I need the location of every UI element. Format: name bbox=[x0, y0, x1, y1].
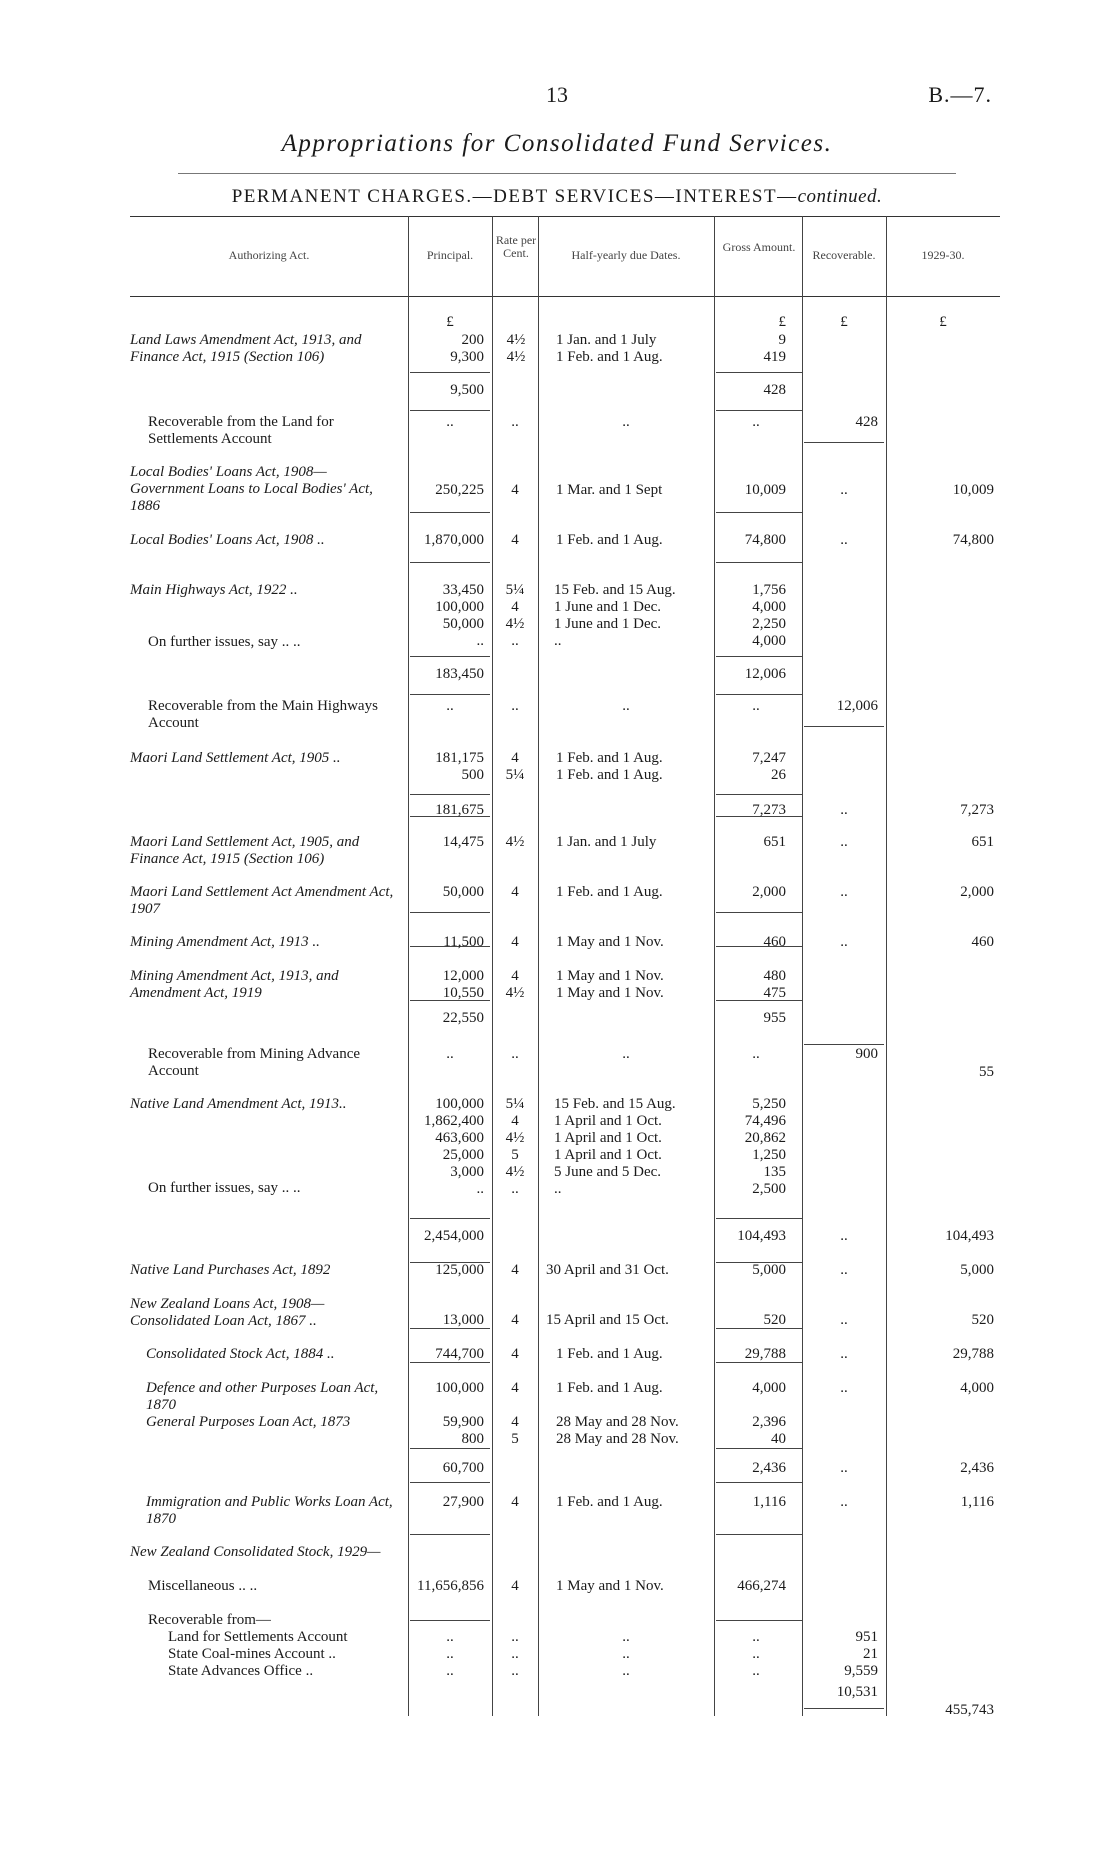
subtotal-rule bbox=[410, 912, 490, 913]
row-recoverable: .. bbox=[840, 532, 848, 548]
row-act: Recoverable from— bbox=[148, 1612, 271, 1628]
row-act: Main Highways Act, 1922 .. bbox=[130, 582, 298, 598]
row-dates: .. .. .. bbox=[622, 1629, 630, 1679]
row-recoverable: 428 bbox=[855, 414, 878, 430]
row-principal: 11,656,856 bbox=[417, 1578, 484, 1594]
row-principal: 14,475 bbox=[442, 834, 484, 850]
row-year: 74,800 bbox=[952, 532, 994, 548]
row-principal: 250,225 bbox=[435, 482, 484, 498]
row-principal: 181,675 bbox=[435, 802, 484, 818]
row-gross: 520 bbox=[763, 1312, 786, 1328]
row-act: Defence and other Purposes Loan Act, 1870 bbox=[146, 1380, 379, 1413]
row-principal: 11,500 bbox=[443, 934, 484, 950]
row-principal: 59,900 800 bbox=[442, 1414, 484, 1447]
unit-gross: £ bbox=[778, 314, 786, 330]
row-gross: 10,009 bbox=[744, 482, 786, 498]
row-year: 520 bbox=[971, 1312, 994, 1328]
row-principal: 100,000 bbox=[435, 1380, 484, 1396]
col-divider-principal bbox=[408, 216, 409, 1716]
subtotal-rule bbox=[410, 562, 490, 563]
row-principal: .. bbox=[446, 414, 454, 430]
row-recoverable: .. bbox=[840, 802, 848, 818]
row-act: Consolidated Stock Act, 1884 .. bbox=[146, 1346, 335, 1362]
row-recoverable: .. bbox=[840, 1262, 848, 1278]
row-recoverable: .. bbox=[840, 934, 848, 950]
row-act: Recoverable from Mining Advance Account bbox=[148, 1046, 361, 1079]
row-year: 4,000 bbox=[960, 1380, 994, 1396]
row-act: Recoverable from the Land for Settlements Account bbox=[148, 414, 334, 447]
row-gross: 104,493 bbox=[737, 1228, 786, 1244]
row-rate: .. .. .. bbox=[511, 1629, 519, 1679]
subtotal-rule bbox=[804, 726, 884, 727]
subtotal-rule bbox=[716, 562, 802, 563]
row-gross: 428 bbox=[763, 382, 786, 398]
section-subtitle bbox=[0, 186, 1114, 208]
row-principal: 1,870,000 bbox=[424, 532, 484, 548]
row-act: Native Land Amendment Act, 1913.. bbox=[130, 1096, 347, 1112]
row-gross: 2,436 bbox=[752, 1460, 786, 1476]
row-gross: 460 bbox=[763, 934, 786, 950]
subtotal-rule bbox=[716, 1448, 802, 1449]
row-rate: 4 4½ bbox=[505, 968, 525, 1001]
row-dates: 1 Feb. and 1 Aug. bbox=[556, 532, 663, 548]
row-dates: 15 Feb. and 15 Aug. 1 June and 1 Dec. 1 June and 1 Dec. .. bbox=[554, 582, 676, 649]
column-header-dates: Half-yearly due Dates. bbox=[571, 248, 681, 262]
row-dates: 1 Feb. and 1 Aug. bbox=[556, 1380, 663, 1396]
subtotal-rule bbox=[716, 372, 802, 373]
row-rate: .. bbox=[511, 414, 519, 430]
column-header-act: Authorizing Act. bbox=[228, 248, 310, 262]
row-recoverable: .. bbox=[840, 834, 848, 850]
row-rate: .. bbox=[511, 1046, 519, 1062]
subtotal-rule bbox=[410, 410, 490, 411]
row-gross: 4,000 bbox=[752, 1380, 786, 1396]
row-dates: 1 Feb. and 1 Aug. bbox=[556, 884, 663, 900]
total-recoverable: 10,531 bbox=[836, 1684, 878, 1700]
row-recoverable: .. bbox=[840, 1312, 848, 1328]
unit-year: £ bbox=[939, 314, 947, 330]
row-act: Local Bodies' Loans Act, 1908 .. bbox=[130, 532, 325, 548]
row-rate: 5¼ 4 4½ 5 4½ .. bbox=[505, 1096, 525, 1197]
row-recoverable: .. bbox=[840, 1380, 848, 1396]
row-note: On further issues, say .. .. bbox=[148, 1180, 301, 1196]
row-year: 1,116 bbox=[960, 1494, 994, 1510]
row-dates: .. bbox=[622, 698, 630, 714]
row-dates: 1 Jan. and 1 July 1 Feb. and 1 Aug. bbox=[556, 332, 663, 365]
row-act: General Purposes Loan Act, 1873 bbox=[146, 1414, 351, 1430]
column-header-principal: Principal. bbox=[426, 248, 474, 262]
subtotal-rule bbox=[716, 512, 802, 513]
row-recoverable: 951 21 9,559 bbox=[844, 1629, 878, 1679]
row-dates: 1 May and 1 Nov. bbox=[556, 1578, 664, 1594]
row-year: 7,273 bbox=[960, 802, 994, 818]
row-rate: 4 bbox=[511, 1578, 519, 1594]
col-divider-rate bbox=[492, 216, 493, 1716]
row-rate: .. bbox=[511, 698, 519, 714]
table-header-rule bbox=[130, 296, 1000, 297]
col-divider-dates bbox=[538, 216, 539, 1716]
column-header-year: 1929-30. bbox=[921, 248, 965, 262]
row-year: 460 bbox=[971, 934, 994, 950]
row-principal: 2,454,000 bbox=[424, 1228, 484, 1244]
row-principal: 181,175 500 bbox=[435, 750, 484, 783]
col-divider-recoverable bbox=[802, 216, 803, 1716]
row-rate: 4 bbox=[511, 934, 519, 950]
row-dates: 1 May and 1 Nov. bbox=[556, 934, 664, 950]
column-header-recoverable: Recoverable. bbox=[812, 248, 876, 262]
row-principal: 183,450 bbox=[435, 666, 484, 682]
row-gross: 651 bbox=[763, 834, 786, 850]
row-gross: 74,800 bbox=[744, 532, 786, 548]
row-recoverable: 900 bbox=[855, 1046, 878, 1062]
row-act: Mining Amendment Act, 1913, and Amendment Act, 1919 bbox=[130, 968, 339, 1001]
row-gross: 2,000 bbox=[752, 884, 786, 900]
row-dates: 1 May and 1 Nov. 1 May and 1 Nov. bbox=[556, 968, 664, 1001]
row-act: New Zealand Consolidated Stock, 1929— bbox=[130, 1544, 381, 1560]
row-gross: 7,273 bbox=[752, 802, 786, 818]
row-principal: 50,000 bbox=[442, 884, 484, 900]
row-gross: 5,000 bbox=[752, 1262, 786, 1278]
row-principal: 125,000 bbox=[435, 1262, 484, 1278]
row-gross: 466,274 bbox=[737, 1578, 786, 1594]
row-gross: 1,756 4,000 2,250 4,000 bbox=[752, 582, 786, 649]
row-dates: 15 April and 15 Oct. bbox=[546, 1312, 669, 1328]
subtotal-rule bbox=[410, 1448, 490, 1449]
row-recoverable: .. bbox=[840, 1228, 848, 1244]
subtotal-rule bbox=[804, 1044, 884, 1045]
row-gross: .. bbox=[752, 698, 760, 714]
row-note: Land for Settlements Account State Coal-mines Account .. State Advances Office .. bbox=[168, 1629, 348, 1679]
row-gross: 29,788 bbox=[744, 1346, 786, 1362]
row-principal: 33,450 100,000 50,000 .. bbox=[435, 582, 484, 649]
row-rate: 4½ 4½ bbox=[506, 332, 526, 365]
row-principal: .. bbox=[446, 698, 454, 714]
row-principal: 9,500 bbox=[450, 382, 484, 398]
subtotal-rule bbox=[716, 410, 802, 411]
row-year: 29,788 bbox=[952, 1346, 994, 1362]
row-gross: 12,006 bbox=[744, 666, 786, 682]
unit-principal: £ bbox=[446, 314, 454, 330]
subtotal-rule bbox=[716, 656, 802, 657]
subtotal-rule bbox=[804, 442, 884, 443]
row-year: 104,493 bbox=[945, 1228, 994, 1244]
subtotal-rule bbox=[410, 694, 490, 695]
row-rate: 4 bbox=[511, 1494, 519, 1510]
row-dates: .. bbox=[622, 1046, 630, 1062]
subtotal-rule bbox=[410, 512, 490, 513]
page-title: Appropriations for Consolidated Fund Services. bbox=[281, 130, 833, 157]
row-rate: 4 bbox=[511, 1312, 519, 1328]
row-year: 55 bbox=[979, 1064, 994, 1080]
appropriations-table bbox=[130, 216, 1000, 1716]
row-recoverable: .. bbox=[840, 884, 848, 900]
subtotal-rule bbox=[410, 1218, 490, 1219]
row-year: 2,000 bbox=[960, 884, 994, 900]
row-gross: .. bbox=[752, 414, 760, 430]
row-dates: 15 Feb. and 15 Aug. 1 April and 1 Oct. 1 April and 1 Oct. 1 April and 1 Oct. 5 June and 5 Dec. .. bbox=[554, 1096, 676, 1197]
row-principal: 60,700 bbox=[442, 1460, 484, 1476]
row-principal: 744,700 bbox=[435, 1346, 484, 1362]
row-rate: 4 bbox=[511, 1380, 519, 1396]
row-gross: 955 bbox=[763, 1010, 786, 1026]
subtotal-rule bbox=[716, 694, 802, 695]
row-act: Native Land Purchases Act, 1892 bbox=[130, 1262, 331, 1278]
subtotal-rule bbox=[410, 1482, 490, 1483]
row-rate: 4½ bbox=[505, 834, 525, 850]
row-rate: 4 bbox=[511, 482, 519, 498]
unit-recoverable: £ bbox=[840, 314, 848, 330]
row-note: Miscellaneous .. .. bbox=[148, 1578, 258, 1594]
subtotal-rule bbox=[716, 1620, 802, 1621]
subtotal-rule bbox=[410, 1534, 490, 1535]
row-gross: 5,250 74,496 20,862 1,250 135 2,500 bbox=[744, 1096, 786, 1197]
subtotal-rule bbox=[716, 1534, 802, 1535]
row-rate: 4 5¼ bbox=[505, 750, 525, 783]
row-act: Maori Land Settlement Act Amendment Act, 1907 bbox=[130, 884, 394, 917]
column-header-gross: Gross Amount. bbox=[722, 240, 796, 254]
row-dates: 1 Feb. and 1 Aug. 1 Feb. and 1 Aug. bbox=[556, 750, 663, 783]
row-dates: 28 May and 28 Nov. 28 May and 28 Nov. bbox=[556, 1414, 679, 1447]
subtotal-rule bbox=[410, 794, 490, 795]
row-year: 5,000 bbox=[960, 1262, 994, 1278]
row-dates: 1 Feb. and 1 Aug. bbox=[556, 1346, 663, 1362]
row-principal: 200 9,300 bbox=[450, 332, 484, 365]
row-dates: 1 Jan. and 1 July bbox=[556, 834, 657, 850]
row-gross: .. bbox=[752, 1046, 760, 1062]
row-principal: 13,000 bbox=[442, 1312, 484, 1328]
total-year: 455,743 bbox=[945, 1702, 994, 1718]
row-gross: .. .. .. bbox=[752, 1629, 760, 1679]
subtotal-rule bbox=[410, 1620, 490, 1621]
row-recoverable: 12,006 bbox=[836, 698, 878, 714]
subtotal-rule bbox=[410, 656, 490, 657]
row-dates: 30 April and 31 Oct. bbox=[546, 1262, 669, 1278]
row-principal: 27,900 bbox=[442, 1494, 484, 1510]
row-note: On further issues, say .. .. bbox=[148, 634, 301, 650]
subtitle-continued: continued. bbox=[797, 186, 883, 207]
row-act: Land Laws Amendment Act, 1913, and Finance Act, 1915 (Section 106) bbox=[130, 332, 362, 365]
row-gross: 480 475 bbox=[763, 968, 786, 1001]
row-year: 651 bbox=[971, 834, 994, 850]
row-recoverable: .. bbox=[840, 1346, 848, 1362]
subtitle-main: PERMANENT CHARGES.—DEBT SERVICES—INTEREST— bbox=[231, 186, 798, 207]
row-rate: 4 bbox=[511, 1346, 519, 1362]
row-gross: 9 419 bbox=[763, 332, 786, 365]
row-rate: 4 bbox=[511, 884, 519, 900]
subtotal-rule bbox=[716, 1482, 802, 1483]
col-divider-year bbox=[886, 216, 887, 1716]
row-principal: 12,000 10,550 bbox=[442, 968, 484, 1001]
row-act: Immigration and Public Works Loan Act, 1870 bbox=[146, 1494, 393, 1527]
row-dates: .. bbox=[622, 414, 630, 430]
row-act: New Zealand Loans Act, 1908— Consolidated Loan Act, 1867 .. bbox=[130, 1296, 325, 1329]
subtotal-rule bbox=[716, 794, 802, 795]
document-reference: B.—7. bbox=[928, 82, 992, 107]
row-dates: 1 Feb. and 1 Aug. bbox=[556, 1494, 663, 1510]
row-principal: 100,000 1,862,400 463,600 25,000 3,000 .. bbox=[424, 1096, 484, 1197]
subtotal-rule bbox=[716, 912, 802, 913]
row-year: 10,009 bbox=[952, 482, 994, 498]
row-dates: 1 Mar. and 1 Sept bbox=[556, 482, 663, 498]
row-act: Mining Amendment Act, 1913 .. bbox=[130, 934, 320, 950]
page-number: 13 bbox=[546, 82, 568, 107]
row-act: Maori Land Settlement Act, 1905 .. bbox=[130, 750, 341, 766]
subtotal-rule bbox=[410, 372, 490, 373]
row-gross: 2,396 40 bbox=[752, 1414, 786, 1447]
row-principal: 22,550 bbox=[442, 1010, 484, 1026]
row-recoverable: .. bbox=[840, 482, 848, 498]
row-rate: 4 bbox=[511, 532, 519, 548]
row-rate: 4 5 bbox=[511, 1414, 519, 1447]
subtotal-rule bbox=[716, 1218, 802, 1219]
row-act: Local Bodies' Loans Act, 1908— Government Loans to Local Bodies' Act, 1886 bbox=[130, 464, 373, 514]
row-gross: 1,116 bbox=[752, 1494, 786, 1510]
row-principal: .. .. .. bbox=[446, 1629, 454, 1679]
row-year: 2,436 bbox=[960, 1460, 994, 1476]
row-gross: 7,247 26 bbox=[752, 750, 786, 783]
table-top-rule bbox=[130, 216, 1000, 217]
row-recoverable: .. bbox=[840, 1494, 848, 1510]
row-rate: 5¼ 4 4½ .. bbox=[505, 582, 525, 649]
subtotal-rule bbox=[804, 1708, 884, 1709]
row-act: Maori Land Settlement Act, 1905, and Finance Act, 1915 (Section 106) bbox=[130, 834, 360, 867]
row-principal: .. bbox=[446, 1046, 454, 1062]
column-header-rate: Rate per Cent. bbox=[495, 233, 537, 260]
row-rate: 4 bbox=[511, 1262, 519, 1278]
title-rule bbox=[178, 173, 956, 174]
col-divider-gross bbox=[714, 216, 715, 1716]
row-act: Recoverable from the Main Highways Account bbox=[148, 698, 378, 731]
row-recoverable: .. bbox=[840, 1460, 848, 1476]
